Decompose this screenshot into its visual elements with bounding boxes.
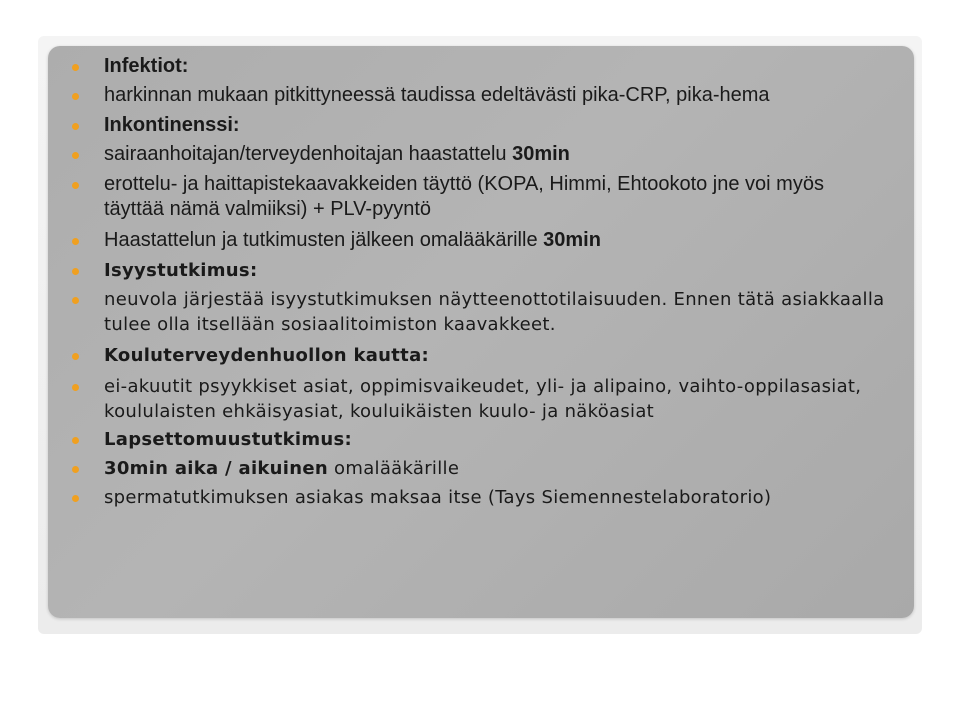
bullet-dot-icon (72, 93, 79, 100)
bullet-dot-icon (72, 384, 79, 391)
bullet-heading-infektiot (72, 54, 882, 79)
bullet-text: Isyystutkimus: (104, 260, 258, 281)
bullet-inkontinenssi-forms (72, 172, 882, 222)
bullet-dot-icon (72, 64, 79, 71)
bullet-text: neuvola järjestää isyystutkimuksen näytteenottotilaisuuden. Ennen tätä asiakkaalla tulee olla itsellään sosiaalitoimiston kaavakkeet. (104, 289, 885, 335)
bullet-text: Lapsettomuustutkimus: (104, 429, 353, 450)
bullet-text: Kouluterveydenhuollon kautta: (104, 345, 430, 366)
bullet-heading-kouluterveydenhuolto (72, 343, 882, 368)
bullet-bold-duration: 30min aika / aikuinen (104, 458, 329, 479)
bullet-text: Inkontinenssi: (104, 114, 240, 136)
bullet-dot-icon (72, 123, 79, 130)
bullet-dot-icon (72, 437, 79, 444)
bullet-isyystutkimus-detail (72, 287, 894, 337)
bullet-lapsettomuus-payment (72, 485, 882, 510)
bullet-lapsettomuus-appointment (72, 456, 882, 481)
bullet-text: ei-akuutit psyykkiset asiat, oppimisvaikeudet, yli- ja alipaino, vaihto-oppilasasiat, koululaisten ehkäisyasiat, kouluikäisten kuulo- ja näköasiat (104, 376, 862, 422)
bullet-kouluterveydenhuolto-detail (72, 374, 904, 424)
bullet-text: Infektiot: (104, 55, 189, 77)
bullet-dot-icon (72, 182, 79, 189)
bullet-dot-icon (72, 466, 79, 473)
bullet-text: Haastattelun ja tutkimusten jälkeen omalääkärille (104, 229, 538, 251)
bullet-text: spermatutkimuksen asiakas maksaa itse (Tays Siemennestelaboratorio) (104, 487, 772, 508)
bullet-infektiot-detail (72, 83, 839, 108)
bullet-text: sairaanhoitajan/terveydenhoitajan haastattelu (104, 143, 507, 165)
bullet-inkontinenssi-followup (72, 228, 882, 253)
bullet-bold-duration: 30min (512, 143, 570, 165)
bullet-dot-icon (72, 268, 79, 275)
bullet-heading-inkontinenssi (72, 113, 882, 138)
bullet-text: erottelu- ja haittapistekaavakkeiden täyttö (KOPA, Himmi, Ehtookoto jne voi myös täyttää nämä valmiiksi) + PLV-pyyntö (104, 173, 824, 220)
bullet-dot-icon (72, 353, 79, 360)
bullet-dot-icon (72, 238, 79, 245)
bullet-list (72, 52, 885, 510)
bullet-dot-icon (72, 495, 79, 502)
bullet-text: harkinnan mukaan pitkittyneessä taudissa edeltävästi pika-CRP, pika-hema (104, 84, 770, 106)
bullet-heading-lapsettomuustutkimus (72, 427, 882, 452)
bullet-dot-icon (72, 297, 79, 304)
bullet-dot-icon (72, 152, 79, 159)
bullet-heading-isyystutkimus (72, 258, 882, 283)
bullet-inkontinenssi-interview (72, 142, 882, 167)
bullet-bold-duration: 30min (543, 229, 601, 251)
bullet-text: omalääkärille (334, 458, 460, 479)
